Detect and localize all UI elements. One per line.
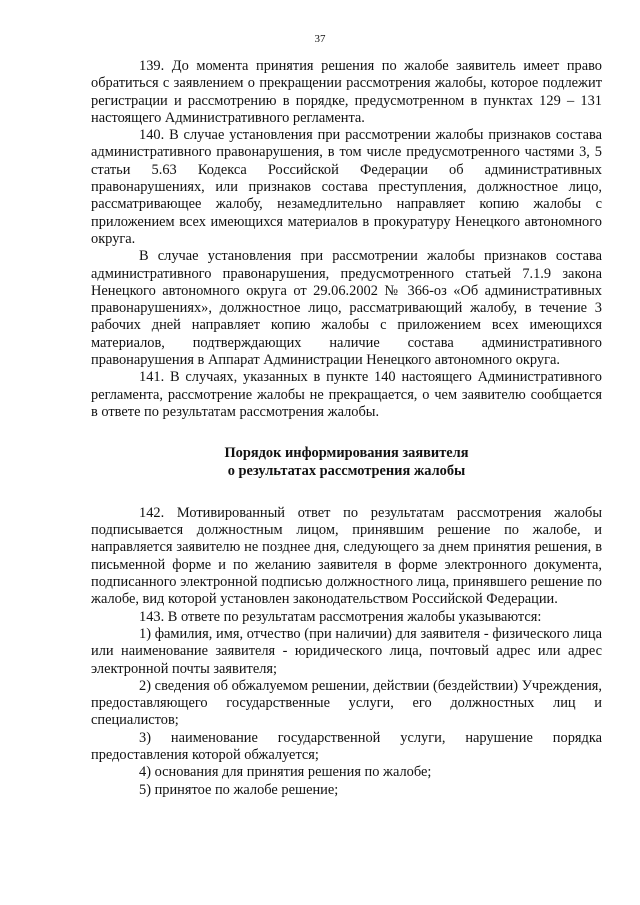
section-heading: [91, 445, 602, 480]
section-heading-line-1: Порядок информирования заявителя: [224, 445, 469, 462]
paragraph-140-continued: В случае установления при рассмотрении жалобы признаков состава административного правонарушения, предусмотренного статьей 7.1.9 закона Ненецкого автономного округа от 29.06.2002 № 366-оз «Об административных правонарушениях», должностное лицо, рассматривающий жалобу, в течение 3 рабочих дней направляет копию жалобы с приложением всех имеющихся материалов, подтверждающих наличие состава административного правонарушения в Аппарат Администрации Ненецкого автономного округа.: [91, 248, 602, 369]
paragraph-143: 143. В ответе по результатам рассмотрения жалобы указываются:: [139, 608, 542, 625]
list-item-5: 5) принятое по жалобе решение;: [139, 781, 339, 798]
list-item-1: 1) фамилия, имя, отчество (при наличии) для заявителя - физического лица или наименование заявителя - юридического лица, почтовый адрес или адрес электронной почты заявителя;: [91, 625, 602, 677]
paragraph-140: 140. В случае установления при рассмотрении жалобы признаков состава административного правонарушения, в том числе предусмотренного частями 3, 5 статьи 5.63 Кодекса Российской Федерации об административных правонарушениях, или признаков состава преступления, должностное лицо, рассматривающее жалобу, незамедлительно направляет копию жалобы с приложением всех имеющихся материалов в прокуратуру Ненецкого автономного округа.: [91, 127, 602, 247]
list-item-2: 2) сведения об обжалуемом решении, действии (бездействии) Учреждения, предоставляющего государственные услуги, его должностных лиц и специалистов;: [91, 677, 602, 729]
list-item-4: 4) основания для принятия решения по жалобе;: [139, 764, 432, 781]
list-item-3: 3) наименование государственной услуги, нарушение порядка предоставления которой обжалуется;: [91, 729, 602, 763]
paragraph-141: 141. В случаях, указанных в пункте 140 настоящего Административного регламента, рассмотрение жалобы не прекращается, о чем заявителю сообщается в ответе по результатам рассмотрения жалобы.: [91, 369, 602, 420]
document-body: [91, 58, 602, 799]
section-heading-line-2: о результатах рассмотрения жалобы: [227, 462, 466, 479]
page-number: 37: [314, 33, 326, 45]
paragraph-139: 139. До момента принятия решения по жалобе заявитель имеет право обратиться с заявлением о прекращении рассмотрения жалобы, которое подлежит регистрации и рассмотрению в порядке, предусмотренном в пунктах 129 – 131 настоящего Административного регламента.: [91, 58, 602, 126]
paragraph-142: 142. Мотивированный ответ по результатам рассмотрения жалобы подписывается должностным лицом, принявшим решение по жалобе, и направляется заявителю не позднее дня, следующего за днем принятия решения, в письменной форме и по желанию заявителя в форме электронного документа, подписанного электронной подписью должностного лица, принявшего решение по жалобе, вид которой установлен законодательством Российской Федерации.: [91, 504, 602, 608]
